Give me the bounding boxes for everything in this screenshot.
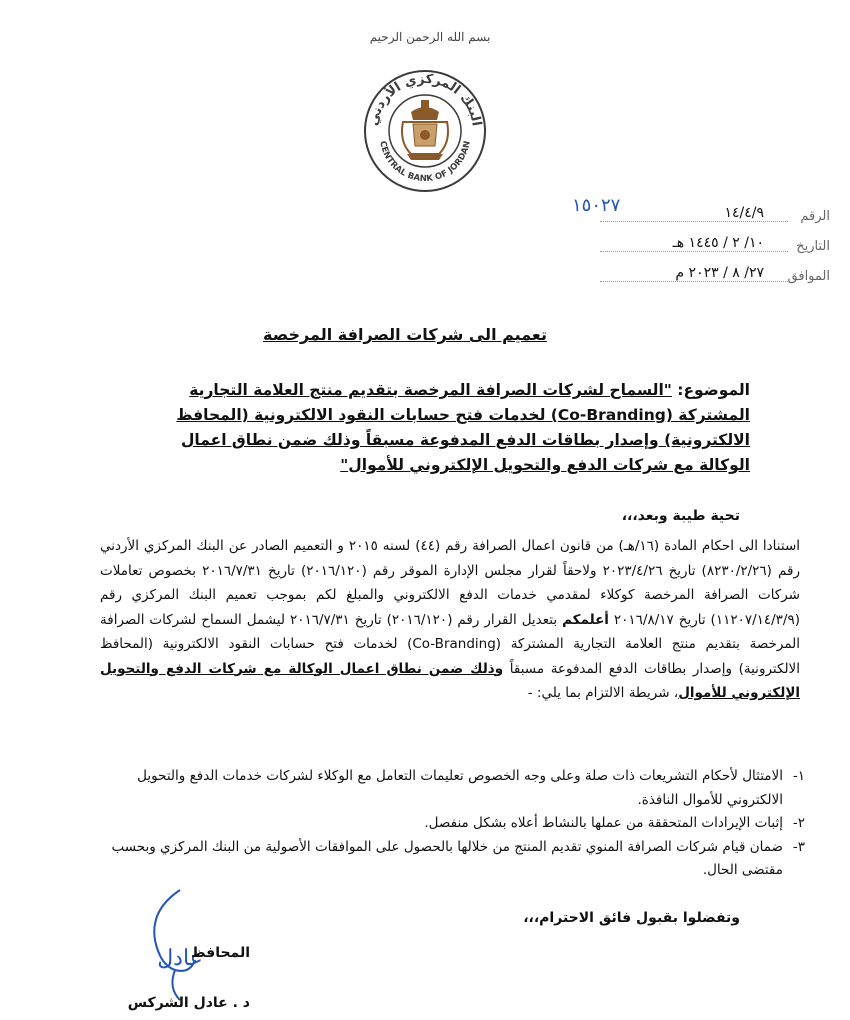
reference-value: ١٤/٤/٩ [720, 205, 768, 221]
hijri-date-row [520, 235, 830, 259]
conditions-list [100, 765, 805, 883]
subject-block [160, 378, 750, 478]
list-item-number: ٣- [792, 838, 805, 855]
seal-text-arabic: البنك المركزي الأردني [366, 71, 484, 128]
reference-label: الرقم [800, 209, 830, 224]
list-item [100, 765, 805, 812]
paragraph-emphasis: وذلك ضمن نطاق اعمال الوكالة مع شركات الدفع والتحويل الإلكتروني للأموال [100, 660, 800, 701]
central-bank-seal-logo [360, 66, 490, 196]
paragraph-part-1: استنادا الى احكام المادة (١٦/هـ) من قانون اعمال الصرافة رقم (٤٤) لسنه ٢٠١٥ و التعميم الصادر عن البنك المركزي الأردني رقم (٨٢٣٠/٢/٢٦) تاريخ ٢٠٢٣/٤/٢٦ ولاحقاً لقرار مجلس الإدارة الموقر رقم (٢٠١٦/١٢٠) تاريخ ٢٠١٦/٧/٣١ بخصوص تعاملات شركات الصرافة المرخصة كوكلاء لمقدمي خدمات الدفع الالكتروني والمبلغ لكم بموجب تعميم البنك المركزي رقم (١١٢٠٧/١٤/٣/٩) تاريخ ٢٠١٦/٨/١٧ [100, 538, 801, 628]
gregorian-date-row [520, 265, 830, 289]
list-item [100, 812, 805, 836]
signature-handwriting: عادل [157, 946, 203, 971]
svg-text:CENTRAL BANK OF JORDAN [377, 140, 472, 184]
hijri-date-value: ١٠/ ٢ / ١٤٤٥ هـ [669, 235, 768, 251]
list-item-text: إثبات الإيرادات المتحققة من عملها بالنشاط أعلاه بشكل منفصل. [424, 815, 783, 831]
seal-text-english: CENTRAL BANK OF JORDAN [377, 140, 473, 185]
list-item-text: ضمان قيام شركات الصرافة المنوي تقديم المنتج من خلالها بالحصول على الموافقات الأصولية من البنك المركزي وبحسب مقتضى الحال. [111, 838, 783, 878]
list-item-text: الامتثال لأحكام التشريعات ذات صلة وعلى وجه الخصوص تعليمات التعامل مع الوكلاء لشركات خدمات الدفع والتحويل الالكتروني للأموال النافذة. [137, 768, 783, 808]
paragraph-notify-word: أعلمكم [562, 611, 609, 628]
circular-title: تعميم الى شركات الصرافة المرخصة [263, 325, 547, 344]
subject-text: "السماح لشركات الصرافة المرخصة بتقديم منتج العلامة التجارية المشتركة (Co-Branding) لخدمات فتح حسابات النقود الالكترونية (المحافظ الالكترونية) وإصدار بطاقات الدفع المدفوعة مسبقاً وذلك ضمن نطاق اعمال الوكالة مع شركات الدفع والتحويل الإلكتروني للأموال" [176, 381, 750, 474]
subject-label: الموضوع: [677, 381, 750, 399]
reference-number-row [520, 195, 830, 229]
gregorian-date-value: ٢٧/ ٨ / ٢٠٢٣ م [671, 265, 768, 281]
closing-salutation: وتفضلوا بقبول فائق الاحترام،،، [523, 910, 740, 926]
reference-handwritten: ١٥٠٢٧ [572, 195, 621, 216]
gregorian-label: الموافق [787, 269, 830, 284]
signatory-title: المحافظ [191, 945, 250, 961]
hijri-label: التاريخ [796, 239, 830, 254]
signatory-name: د . عادل الشركس [127, 995, 250, 1011]
list-item-number: ١- [792, 768, 805, 784]
paragraph-part-5: ، شريطة الالتزام بما يلي: - [527, 685, 679, 701]
body-paragraph [100, 534, 800, 706]
greeting: تحية طيبة وبعد،،، [621, 508, 740, 524]
handwritten-signature [120, 870, 240, 1010]
crest-icon [402, 100, 448, 160]
basmala: بسم الله الرحمن الرحيم [369, 30, 491, 44]
paragraph-part-3: بتعديل القرار رقم (٢٠١٦/١٢٠) تاريخ ٢٠١٦/٧/٣١ ليشمل السماح لشركات الصرافة المرخصة بتقديم منتج العلامة التجارية المشتركة (Co-Branding) لخدمات فتح حسابات النقود الالكترونية (المحافظ الالكترونية) وإصدار بطاقات الدفع المدفوعة مسبقاً [100, 611, 801, 677]
list-item-number: ٢- [792, 815, 805, 831]
